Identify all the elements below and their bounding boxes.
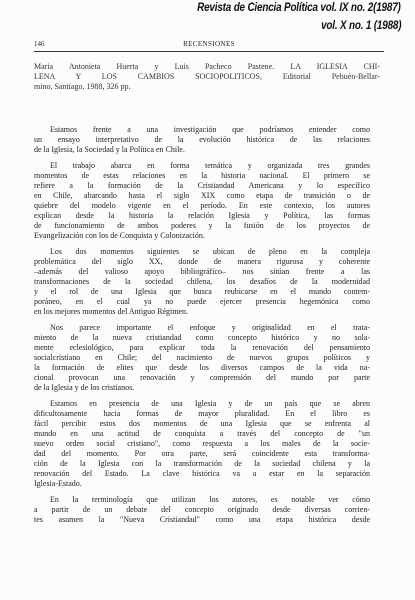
paragraph-line: Nos parece importante el enfoque y originalidad en el trata- — [50, 323, 370, 332]
paragraph-line: –además del valioso apoyo bibliográfico– nos sitúan frente a las — [34, 267, 370, 276]
handwritten-annotation-line-2: vol. X no. 1 (1988) — [320, 20, 401, 32]
book-citation — [34, 62, 380, 92]
citation-line: LENA Y LOS CAMBIOS SOCIOPOLITICOS, Editorial Pehuén-Bellar- — [34, 72, 380, 81]
paragraph-line: Estamos en presencia de una Iglesia y de un país que se abren — [50, 399, 370, 408]
paragraph-line: cional provocan una renovación y comprensión del mundo por parte — [34, 373, 370, 382]
paragraph-line: tes asumen la "Nueva Cristiandad" como una etapa histórica desde — [34, 515, 370, 524]
paragraph-line: mente eclesiológico, para explicar toda la renovación del pensamiento — [34, 343, 370, 352]
paragraph-line: Iglesia-Estado. — [34, 479, 82, 488]
review-body — [34, 125, 370, 531]
body-paragraph — [34, 247, 370, 317]
paragraph-line: poráneo, en el cual ya no puede ejercer presencia hegemónica como — [34, 297, 370, 306]
paragraph-line: nuevo orden social cristiano", como respuesta a los males de la socie- — [34, 439, 370, 448]
section-title: RECENSIONES — [183, 40, 235, 48]
paragraph-line: socialcristiano en Chile; del nacimiento de nuevos grupos políticos y — [34, 353, 370, 362]
paragraph-line: miento de la nueva cristiandad como concepto histórico y no sola- — [34, 333, 370, 342]
body-paragraph — [34, 161, 370, 241]
paragraph-line: dad del momento. Por otra parte, será coincidente esta transforma- — [34, 449, 370, 458]
paragraph-line: refiere a la formación de la Cristiandad Americana y lo específico — [34, 181, 370, 190]
paragraph-line: Evangelización con los de Conquista y Colonización. — [34, 231, 205, 240]
paragraph-line: de funcionamiento de ambos poderes y la fusión de los proyectos de — [34, 221, 370, 230]
body-paragraph — [34, 495, 370, 525]
body-paragraph — [34, 323, 370, 393]
paragraph-line: transformaciones de la sociedad chilena, los desafíos de la modernidad — [34, 277, 370, 286]
page-number: 146 — [34, 40, 45, 48]
paragraph-line: ción de la Iglesia con la transformación de la sociedad chilena y la — [34, 459, 370, 468]
paragraph-line: a partir de un debate del concepto originado desde diversas corrien- — [34, 505, 370, 514]
handwritten-annotation-line-1: Revista de Ciencia Política vol. IX no. 2(1987) — [197, 2, 401, 14]
paragraph-line: Los dos momentos siguientes se ubican de pleno en la compleja — [50, 247, 370, 256]
paragraph-line: y el rol de una Iglesia que busca reubicarse en el mundo contem- — [34, 287, 370, 296]
paragraph-line: en Chile, abarcando hasta el siglo XIX como etapa de transición o de — [34, 191, 370, 200]
paragraph-line: renovación del Estado. La clave histórica va a estar en la separación — [34, 469, 370, 478]
body-paragraph — [34, 125, 370, 155]
paragraph-line: Estamos frente a una investigación que podríamos entender como — [50, 125, 370, 134]
paragraph-line: fácil percibir estos dos momentos de una Iglesia que se enfrenta al — [34, 419, 370, 428]
header-rule — [34, 51, 384, 52]
paragraph-line: de la Iglesia, la Sociedad y la Política en Chile. — [34, 145, 185, 154]
paragraph-line: dificultosamente hacia formas de mayor pluralidad. En el libro es — [34, 409, 370, 418]
citation-line: Maria Antonieta Huerta y Luis Pacheco Pastene. LA IGLESIA CHI- — [34, 62, 380, 71]
paragraph-line: quiebre del modelo vigente en el período. En este contexto, los autores — [34, 201, 370, 210]
paragraph-line: problemática del siglo XX, donde de manera rigurosa y coherente — [34, 257, 370, 266]
paragraph-line: El trabajo abarca en forma temática y organizada tres grandes — [50, 161, 370, 170]
paragraph-line: momentos de estas relaciones en la historia nacional. El primero se — [34, 171, 370, 180]
paragraph-line: explican desde la historia la relación Iglesia y Política, las formas — [34, 211, 370, 220]
paragraph-line: en los mejores momentos del Antiguo Régimen. — [34, 307, 188, 316]
body-paragraph — [34, 399, 370, 489]
citation-line: mino, Santiago, 1988, 326 pp. — [34, 82, 131, 91]
paragraph-line: En la terminología que utilizan los autores, es notable ver cómo — [50, 495, 370, 504]
paragraph-line: mundo en una actitud de conquista a través del concepto de "un — [34, 429, 370, 438]
paragraph-line: de la Iglesia y de los cristianos. — [34, 383, 135, 392]
paragraph-line: la formación de elites que desde los diversos campos de la vida na- — [34, 363, 370, 372]
paragraph-line: un ensayo interpretativo de la evolución histórica de las relaciones — [34, 135, 370, 144]
